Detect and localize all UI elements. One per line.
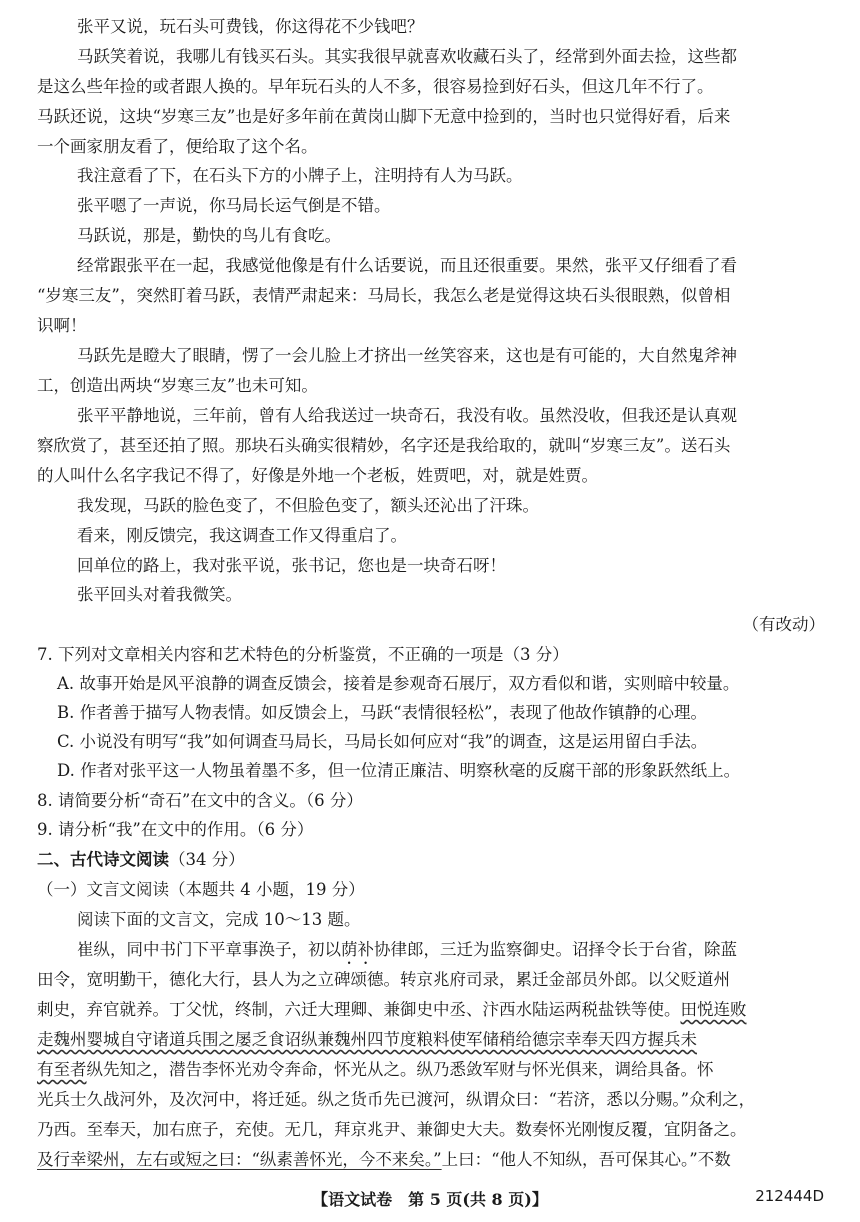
question-8: 8. 请简要分析“奇石”在文中的含义。（6 分） (37, 791, 363, 810)
emphasis-dotted-text: 荫补 (341, 940, 374, 959)
story-line: 我发现，马跃的脸色变了，不但脸色变了，额头还沁出了汗珠。 (77, 496, 539, 515)
page-footer (0, 1187, 860, 1213)
story-line: 马跃先是瞪大了眼睛，愣了一会儿脸上才挤出一丝笑容来，这也是有可能的，大自然鬼斧神 (77, 346, 737, 365)
story-line: 工，创造出两块“岁寒三友”也未可知。 (37, 376, 318, 395)
story-line: 马跃说，那是，勤快的鸟儿有食吃。 (77, 226, 341, 245)
classical-line: 田令，宽明勤干，德化大行，县人为之立碑颂德。转京兆府司录，累迁金部员外郎。以父贬道州 (37, 970, 730, 989)
reading-instruction: 阅读下面的文言文，完成 10～13 题。 (77, 910, 361, 929)
story-line: 识啊！ (37, 316, 87, 335)
classical-line (37, 935, 825, 968)
classical-text: 协律郎，三迁为监察御史。诏择令长于台省，除蓝 (374, 940, 737, 959)
question-7-option-c: C. 小说没有明写“我”如何调查马局长，马局长如何应对“我”的调查，这是运用留白手法。 (57, 732, 708, 751)
story-line: 马跃还说，这块“岁寒三友”也是好多年前在黄岗山脚下无意中捡到的，当时也只觉得好看，后来 (37, 107, 731, 126)
story-line: 看来，刚反馈完，我这调查工作又得重启了。 (77, 526, 407, 545)
story-line: 经常跟张平在一起，我感觉他像是有什么话要说，而且还很重要。果然，张平又仔细看了看 (77, 256, 737, 275)
wavy-underlined-text: 田悦连败 (680, 1000, 747, 1019)
story-line: 张平又说，玩石头可费钱，你这得花不少钱吧？ (77, 17, 424, 36)
classical-text: 崔纵，同中书门下平章事涣子，初以 (77, 940, 341, 959)
story-line: 察欣赏了，甚至还拍了照。那块石头确实很精妙，名字还是我给取的，就叫“岁寒三友”。送石头 (37, 436, 731, 455)
exam-code: 212444D (755, 1187, 824, 1205)
section-heading (37, 845, 825, 875)
revision-note: （有改动） (742, 615, 825, 634)
story-line: 张平嗯了一声说，你马局长运气倒是不错。 (77, 196, 391, 215)
question-7-option-a: A. 故事开始是风平浪静的调查反馈会，接着是参观奇石展厅，双方看似和谐，实则暗中较量。 (57, 674, 740, 693)
classical-line (37, 995, 825, 1025)
classical-line (37, 1055, 825, 1085)
story-line: 张平平静地说，三年前，曾有人给我送过一块奇石，我没有收。虽然没收，但我还是认真观 (77, 406, 737, 425)
story-line: 是这么些年捡的或者跟人换的。早年玩石头的人不多，很容易捡到好石头，但这几年不行了。 (37, 77, 714, 96)
question-7-stem: 7. 下列对文章相关内容和艺术特色的分析鉴赏，不正确的一项是（3 分） (37, 645, 569, 664)
question-7-option-b: B. 作者善于描写人物表情。如反馈会上，马跃“表情很轻松”，表现了他故作镇静的心理。 (57, 703, 707, 722)
subsection-score: （本题共 4 小题，19 分） (169, 880, 365, 899)
section-score: （34 分） (169, 850, 245, 869)
story-line: 回单位的路上，我对张平说，张书记，您也是一块奇石呀！ (77, 556, 506, 575)
page-number: 【语文试卷 第 5 页(共 8 页)】 (312, 1190, 548, 1209)
classical-text: 上曰：“他人不知纵，吾可保其心。”不数 (441, 1150, 731, 1169)
subsection-heading (37, 875, 825, 905)
story-line: 张平回头对着我微笑。 (77, 585, 242, 604)
wavy-underlined-text: 有至者 (37, 1060, 87, 1079)
story-line: 一个画家朋友看了，便给取了这个名。 (37, 137, 318, 156)
story-line: 我注意看了下，在石头下方的小牌子上，注明持有人为马跃。 (77, 166, 523, 185)
question-9: 9. 请分析“我”在文中的作用。（6 分） (37, 820, 314, 839)
story-line: 马跃笑着说，我哪儿有钱买石头。其实我很早就喜欢收藏石头了，经常到外面去捡，这些都 (77, 47, 737, 66)
section-title: 二、古代诗文阅读 (37, 850, 169, 869)
classical-line (37, 1025, 825, 1055)
question-7-option-d: D. 作者对张平这一人物虽着墨不多，但一位清正廉洁、明察秋毫的反腐干部的形象跃然纸上。 (57, 761, 741, 780)
classical-line: 光兵士久战河外，及次河中，将迁延。纵之货币先已渡河，纵谓众曰：“若济，悉以分赐。”众利之， (37, 1090, 756, 1109)
story-line: 的人叫什么名字我记不得了，好像是外地一个老板，姓贾吧，对，就是姓贾。 (37, 466, 598, 485)
classical-text: 纵先知之，潜告李怀光劝令奔命，怀光从之。纵乃悉敛军财与怀光俱来，调给具备。怀 (86, 1060, 714, 1079)
subsection-title: （一）文言文阅读 (37, 880, 169, 899)
classical-line (37, 1145, 825, 1175)
story-line: “岁寒三友”，突然盯着马跃，表情严肃起来：马局长，我怎么老是觉得这块石头很眼熟，似曾相 (37, 286, 731, 305)
underlined-text: 及行幸梁州，左右或短之曰：“纵素善怀光，今不来矣。” (37, 1150, 442, 1169)
wavy-underlined-text: 走魏州婴城自守诸道兵围之屡乏食诏纵兼魏州四节度粮料使军储稍给德宗幸奉天四方握兵未 (37, 1030, 697, 1049)
classical-text: 刺史，弃官就养。丁父忧，终制，六迁大理卿、兼御史中丞、汴西水陆运两税盐铁等使。 (37, 1000, 681, 1019)
classical-line: 乃西。至奉天，加右庶子，充使。无几，拜京兆尹、兼御史大夫。数奏怀光刚愎反覆，宜阴备之。 (37, 1120, 747, 1139)
